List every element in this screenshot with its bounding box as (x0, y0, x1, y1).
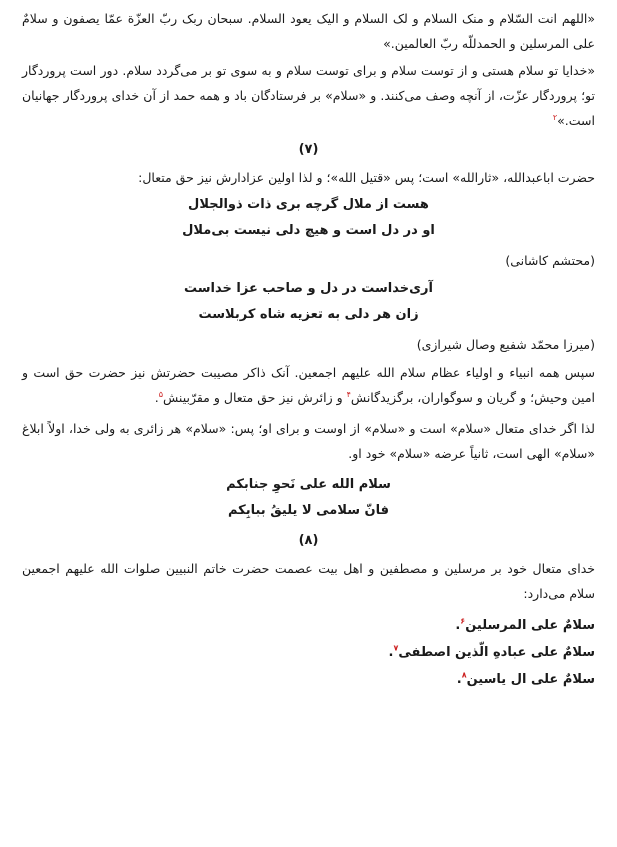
paragraph-text: سپس همه انبیاء و اولیاء عظام سلام الله علیهم اجمعین. آنک ذاکر مصیبت حضرتش نیز حضرت حق است و امین وحیش؛ و گریان و سوگواران، برگزیدگانش (22, 365, 595, 405)
salam-text: سلامٌ علی ال یاسین (466, 672, 595, 687)
verse-line: آری‌خداست در دل و صاحب عزا خداست (184, 281, 433, 296)
section-number-7: (۷) (298, 142, 319, 157)
section-7-paragraph-2: لذا اگر خدای متعال «سلام» است و «سلام» از اوست و برای او؛ پس: «سلام» هر زائری به ولی خدا، اولاً ابلاغ «سلام» الهی است، ثانیاً عرضه «سلام» خود او. (22, 421, 595, 461)
section-7-paragraph (22, 360, 595, 410)
prayer-translation-text: «خدایا تو سلام هستی و از توست سلام و برای توست سلام و به سوی تو بر می‌گردد سلام. دور است پروردگار تو؛ پروردگار عزّت، از آنچه وصف می‌کنند. و «سلام» بر فرستادگان باد و همه حمد از آن خدای پروردگار جهانیان است.» (22, 63, 595, 128)
poet-attribution: (محتشم کاشانی) (505, 253, 595, 268)
footnote-marker[interactable]: ۵ (158, 389, 163, 399)
verse-line: زان هر دلی به تعزیه شاه کربلاست (198, 307, 419, 322)
section-7-intro: حضرت اباعبدالله، «ثارالله» است؛ پس «قتیل الله»؛ و لذا اولین عزادارش نیز حق متعال: (138, 170, 595, 185)
verse-line: سلام الله علی نَحوِ جنابکم (226, 477, 391, 492)
salam-line: سلامٌ علی ال یاسین$^۸$. (456, 670, 595, 687)
section-number-8: (۸) (298, 533, 319, 548)
salam-line: سلامٌ علی المرسلین$^۶$. (455, 616, 595, 633)
poem-vesal (22, 276, 595, 328)
paragraph-text: . (154, 390, 159, 405)
arabic-prayer: «اللهم انت السّلام و منک السلام و لک السلام و الیک یعود السلام. سبحان ربک ربّ العزّة عمّا یصفون و سلامٌ علی المرسلین و الحمدللّه ربّ العالمین.» (22, 11, 595, 51)
verse-line: او در دل است و هیچ دلی نیست بی‌ملال (182, 223, 435, 238)
poem-salam (22, 472, 595, 524)
salam-line: سلامٌ علی عبادهِ الّذین اصطفی$^۷$. (388, 643, 595, 660)
poem-mohtasham (22, 192, 595, 244)
poet-attribution: (میرزا محمّد شفیع وصال شیرازی) (416, 337, 595, 352)
footnote-marker[interactable]: ۶ (460, 616, 466, 626)
prayer-translation (22, 58, 595, 133)
footnote-marker[interactable]: ۴ (346, 389, 351, 399)
verse-line: هست از ملال گرچه بری ذات ذوالجلال (188, 197, 429, 212)
verse-line: فانّ سلامی لا یلیقُ ببابِکم (227, 503, 390, 518)
salam-text: سلامٌ علی المرسلین (465, 618, 595, 633)
footnote-marker[interactable]: ۷ (393, 643, 399, 653)
footnote-marker[interactable]: ۲ (552, 112, 558, 122)
salam-list (22, 612, 595, 693)
paragraph-text: و زائرش نیز حق متعال و مقرّبینش (163, 390, 347, 405)
salam-text: سلامٌ علی عبادهِ الّذین اصطفی (398, 645, 595, 660)
footnote-marker[interactable]: ۸ (461, 670, 467, 680)
section-8-intro: خدای متعال خود بر مرسلین و مصطفین و اهل بیت عصمت حضرت خاتم النبیین صلوات الله علیهم اجمعین سلام می‌دارد: (22, 561, 595, 601)
